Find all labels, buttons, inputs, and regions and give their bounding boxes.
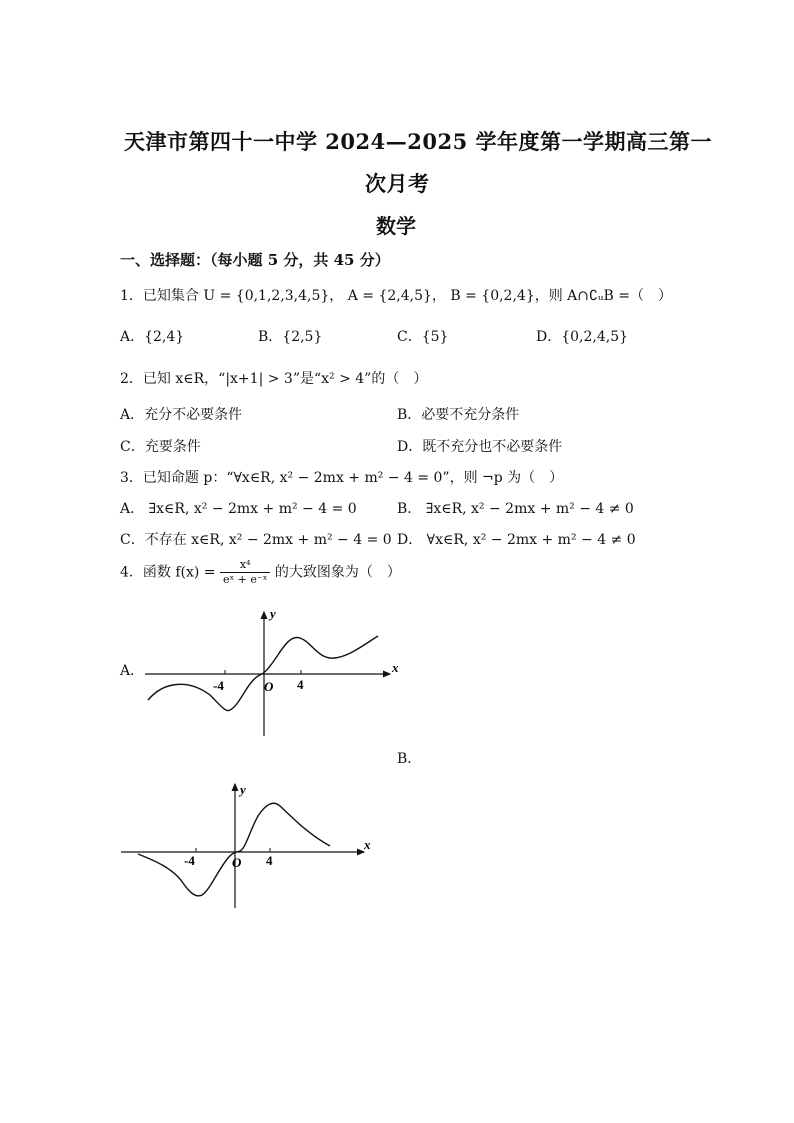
q1-option-c: C．{5} xyxy=(397,329,449,345)
graph-b-neg-label: -4 xyxy=(184,853,195,868)
q1-option-b: B．{2,5} xyxy=(258,329,323,345)
subject-title: 数学 xyxy=(376,214,416,238)
graph-a-x-label: x xyxy=(392,660,399,675)
q2-option-b: B．必要不充分条件 xyxy=(397,407,520,423)
section-heading: 一、选择题：（每小题 5 分，共 45 分） xyxy=(120,251,390,269)
page-title-line1: 天津市第四十一中学 2024—2025 学年度第一学期高三第一 xyxy=(124,129,713,154)
graph-b-curve xyxy=(138,803,330,896)
question-1-stem: 1．已知集合 U = {0,1,2,3,4,5}， A = {2,4,5}， B = {0,2,4}，则 A∩∁ᵤB =（ ） xyxy=(120,288,672,304)
graph-a-curve xyxy=(148,636,378,711)
q2-option-a: A．充分不必要条件 xyxy=(120,407,243,423)
q4-option-a-label: A． xyxy=(120,663,145,679)
graph-b-x-label: x xyxy=(364,837,371,852)
q4-graph-a xyxy=(140,600,410,740)
graph-b-pos-label: 4 xyxy=(266,853,273,868)
graph-a-origin-label: O xyxy=(264,679,274,694)
page-title-line2: 次月考 xyxy=(365,171,430,196)
graph-a-y-label: y xyxy=(270,606,276,621)
question-4-stem xyxy=(120,558,401,587)
q4-fraction-denominator: eˣ + e⁻ˣ xyxy=(223,573,268,586)
question-3-stem: 3．已知命题 p：“∀x∈R, x² − 2mx + m² − 4 = 0”，则 ¬p 为（ ） xyxy=(120,470,564,486)
q3-option-b: B． ∃x∈R, x² − 2mx + m² − 4 ≠ 0 xyxy=(397,501,634,517)
q1-option-a: A．{2,4} xyxy=(120,329,185,345)
graph-b-origin-label: O xyxy=(232,855,242,870)
graph-b-y-label: y xyxy=(240,782,246,797)
q3-option-a: A． ∃x∈R, x² − 2mx + m² − 4 = 0 xyxy=(120,501,357,517)
q4-option-b-label: B． xyxy=(397,751,422,767)
graph-a-pos-label: 4 xyxy=(297,677,304,692)
question-2-stem: 2．已知 x∈R，“|x+1| > 3”是“x² > 4”的（ ） xyxy=(120,371,428,387)
q2-option-c: C．充要条件 xyxy=(120,439,201,455)
q4-fraction xyxy=(220,558,270,587)
q4-stem-prefix: 4．函数 f(x) = xyxy=(120,564,216,581)
q1-option-d: D．{0,2,4,5} xyxy=(536,329,629,345)
q3-option-d: D． ∀x∈R, x² − 2mx + m² − 4 ≠ 0 xyxy=(397,532,636,548)
q4-stem-suffix: 的大致图象为（ ） xyxy=(274,564,401,581)
q3-option-c: C．不存在 x∈R, x² − 2mx + m² − 4 = 0 xyxy=(120,532,392,548)
q4-fraction-numerator: x⁴ xyxy=(220,558,270,573)
graph-a-neg-label: -4 xyxy=(213,678,224,693)
q2-option-d: D．既不充分也不必要条件 xyxy=(397,439,563,455)
q4-graph-b xyxy=(118,778,380,912)
